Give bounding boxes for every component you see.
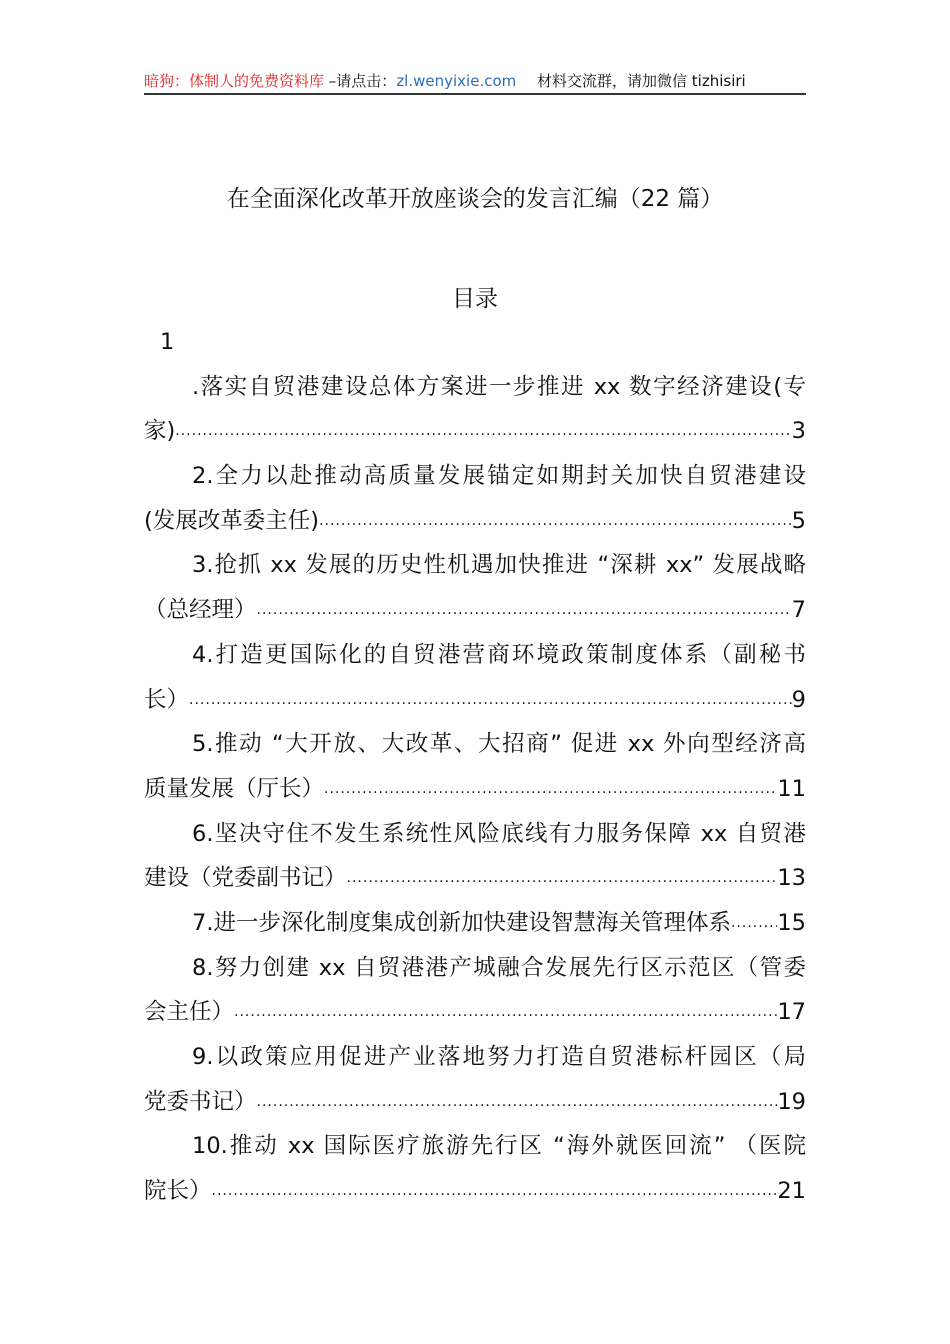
toc-heading: 目录 (452, 286, 498, 312)
toc-page-number: 19 (777, 1088, 806, 1115)
dot-leader (189, 678, 792, 723)
toc-entry-title-cont: （总经理） (144, 597, 257, 624)
toc-entry-title-cont: 党委书记） (144, 1088, 257, 1115)
toc-entry-leader-line[interactable] (144, 1169, 806, 1214)
toc-page-number: 7 (791, 597, 806, 624)
toc-entry-title[interactable]: 2.全力以赴推动高质量发展锚定如期封关加快自贸港建设 (192, 463, 806, 490)
toc-entry-leader-line[interactable] (144, 856, 806, 901)
dot-leader (257, 588, 792, 633)
toc-entry-leader-line[interactable] (144, 1080, 806, 1125)
toc-entry-title[interactable]: 8.努力创建 xx 自贸港港产城融合发展先行区示范区（管委 (192, 954, 806, 981)
toc-page-number: 9 (791, 686, 806, 713)
toc-entry-title-cont: 长） (144, 686, 190, 713)
toc-page-number: 15 (777, 909, 806, 936)
toc-entry-leader-line[interactable] (144, 588, 806, 633)
toc-entry-leader-line[interactable] (144, 409, 806, 454)
toc-page-number: 11 (777, 775, 806, 802)
header-banner (144, 70, 806, 91)
site-link[interactable]: zl.wenyixie.com (396, 72, 517, 90)
dot-leader (175, 409, 791, 454)
toc-entry-title-cont: (发展改革委主任) (144, 507, 320, 534)
toc-entry-title-cont: 会主任） (144, 999, 235, 1026)
toc-entry-leader-line[interactable] (144, 678, 806, 723)
toc-entry-title[interactable]: 5.推动 “大开放、大改革、大招商” 促进 xx 外向型经济高 (192, 731, 806, 758)
toc-entry-leader-line[interactable] (144, 767, 806, 812)
toc-entry-title-text: 7.进一步深化制度集成创新加快建设智慧海关管理体系 (192, 909, 731, 936)
toc-entry-title[interactable]: 10.推动 xx 国际医疗旅游先行区 “海外就医回流” （医院 (192, 1133, 806, 1160)
toc-entry-number: 1 (160, 329, 175, 355)
toc-entry-title[interactable]: 4.打造更国际化的自贸港营商环境政策制度体系（副秘书 (192, 641, 806, 668)
document-title: 在全面深化改革开放座谈会的发言汇编（22 篇） (226, 186, 724, 212)
toc-page-number: 5 (791, 507, 806, 534)
toc-entry-title[interactable]: .落实自贸港建设总体方案进一步推进 xx 数字经济建设(专 (192, 373, 806, 400)
toc-page-number: 17 (777, 999, 806, 1026)
toc-entry-title[interactable]: 3.抢抓 xx 发展的历史性机遇加快推进 “深耕 xx” 发展战略 (192, 552, 806, 579)
dot-leader (324, 767, 777, 812)
prompt-text: –请点击： (328, 72, 397, 90)
dot-leader (212, 1169, 778, 1214)
toc-page-number: 3 (791, 418, 806, 445)
toc-entry-title[interactable]: 6.坚决守住不发生系统性风险底线有力服务保障 xx 自贸港 (192, 820, 806, 847)
site-name: 暗狗：体制人的免费资料库 (144, 72, 325, 90)
toc-entry-title-cont: 质量发展（厅长） (144, 775, 325, 802)
toc-entry-leader-line[interactable] (144, 990, 806, 1035)
toc-entry-title-cont: 家) (144, 418, 176, 445)
toc-page-number: 21 (777, 1178, 806, 1205)
group-note: 材料交流群，请加微信 tizhisiri (537, 72, 746, 90)
toc-entry-leader-line[interactable] (144, 499, 806, 544)
header-divider (144, 93, 806, 95)
toc-entry-title[interactable]: 9.以政策应用促进产业落地努力打造自贸港标杆园区（局 (192, 1044, 806, 1070)
dot-leader (257, 1080, 778, 1125)
toc-entry-title-cont: 建设（党委副书记） (144, 865, 347, 892)
table-of-contents (144, 320, 806, 1214)
dot-leader (234, 990, 777, 1035)
dot-leader (347, 856, 778, 901)
dot-leader (319, 499, 792, 544)
toc-entry-title[interactable] (144, 901, 806, 946)
dot-leader (731, 901, 777, 946)
toc-entry-title-cont: 院长） (144, 1178, 212, 1205)
toc-page-number: 13 (777, 865, 806, 892)
